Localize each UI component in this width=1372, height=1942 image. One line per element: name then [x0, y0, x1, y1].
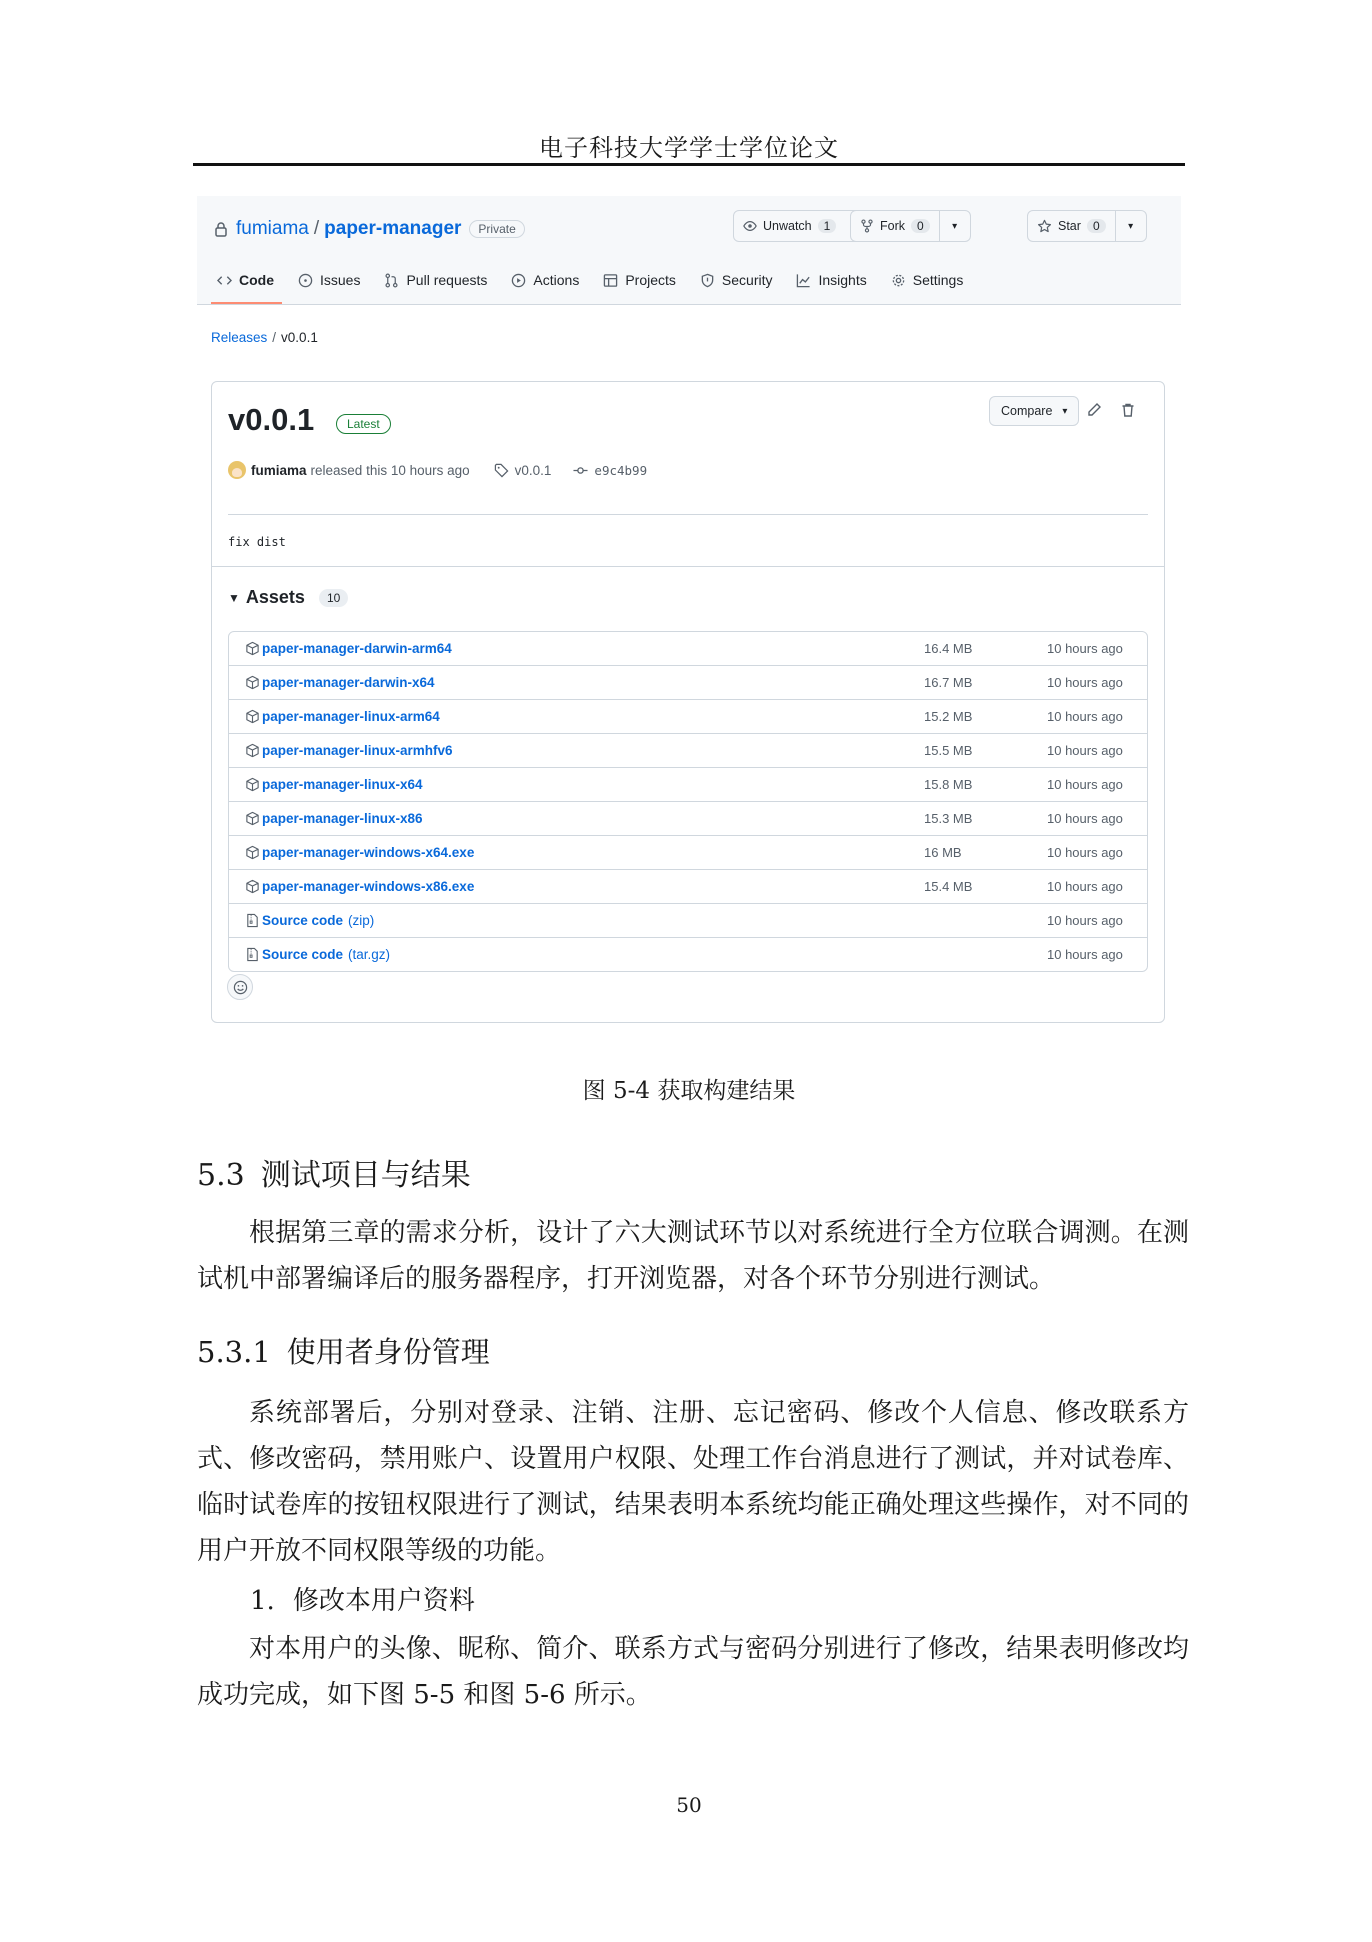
asset-time: 10 hours ago	[1047, 811, 1123, 826]
asset-row[interactable]	[229, 665, 1147, 699]
asset-name-link[interactable]: paper-manager-windows-x86.exe	[262, 879, 475, 894]
asset-row[interactable]	[229, 699, 1147, 733]
breadcrumb-current: v0.0.1	[281, 330, 318, 345]
tag-icon	[494, 463, 509, 478]
chevron-down-icon: ▾	[1062, 405, 1068, 417]
tab-settings-label: Settings	[912, 272, 964, 288]
tab-projects[interactable]	[591, 256, 688, 304]
tab-pull-requests-label: Pull requests	[406, 272, 488, 288]
package-icon	[245, 777, 260, 792]
chevron-down-icon: ▾	[1128, 220, 1134, 232]
asset-size: 15.8 MB	[924, 777, 973, 792]
watch-count: 1	[818, 219, 837, 233]
section-title: 测试项目与结果	[260, 1158, 471, 1193]
pencil-icon[interactable]	[1086, 402, 1102, 418]
tag-link[interactable]	[494, 463, 552, 478]
repo-title	[213, 214, 525, 244]
commit-link[interactable]	[573, 463, 647, 478]
tab-insights-label: Insights	[818, 272, 867, 288]
chevron-down-icon: ▾	[952, 220, 958, 232]
package-icon	[245, 811, 260, 826]
asset-size: 15.2 MB	[924, 709, 973, 724]
subsection-heading	[197, 1330, 490, 1371]
shield-icon	[700, 273, 715, 288]
package-icon	[245, 709, 260, 724]
asset-time: 10 hours ago	[1047, 879, 1123, 894]
asset-row[interactable]	[229, 869, 1147, 903]
smiley-icon	[233, 980, 248, 995]
fork-count: 0	[911, 219, 930, 233]
asset-time: 10 hours ago	[1047, 777, 1123, 792]
asset-size: 15.4 MB	[924, 879, 973, 894]
code-icon	[217, 273, 232, 288]
asset-row[interactable]	[229, 801, 1147, 835]
asset-size: 15.5 MB	[924, 743, 973, 758]
fork-button-group	[850, 210, 971, 242]
lock-icon	[213, 221, 229, 237]
asset-time: 10 hours ago	[1047, 743, 1123, 758]
triangle-down-icon: ▼	[228, 590, 240, 605]
asset-name-link[interactable]: paper-manager-linux-armhfv6	[262, 743, 453, 758]
eye-icon	[743, 219, 757, 233]
asset-name-link[interactable]: Source code	[262, 947, 344, 962]
latest-badge: Latest	[336, 414, 391, 434]
asset-name-link[interactable]: paper-manager-darwin-arm64	[262, 641, 452, 656]
assets-count: 10	[319, 589, 348, 607]
tag-label: v0.0.1	[514, 462, 552, 478]
tab-security[interactable]	[688, 256, 785, 304]
figure-caption: 图 5-4 获取构建结果	[582, 1078, 796, 1104]
compare-button[interactable]	[989, 396, 1079, 426]
tab-issues-label: Issues	[320, 272, 361, 288]
asset-time: 10 hours ago	[1047, 947, 1123, 962]
fork-icon	[860, 219, 874, 233]
asset-suffix: (tar.gz)	[348, 947, 391, 962]
tab-issues[interactable]	[286, 256, 372, 304]
compare-label: Compare	[1001, 404, 1053, 418]
star-dropdown[interactable]	[1115, 211, 1146, 241]
play-icon	[511, 273, 526, 288]
star-button-group	[1027, 210, 1147, 242]
asset-size: 15.3 MB	[924, 811, 973, 826]
tab-settings[interactable]	[879, 256, 976, 304]
repo-separator: /	[313, 218, 320, 239]
page-number: 50	[676, 1793, 702, 1817]
section-heading	[197, 1150, 471, 1194]
repo-header	[197, 196, 1181, 305]
asset-time: 10 hours ago	[1047, 675, 1123, 690]
breadcrumb-releases-link[interactable]: Releases	[211, 330, 268, 345]
divider	[212, 566, 1164, 567]
asset-time: 10 hours ago	[1047, 641, 1123, 656]
asset-name-link[interactable]: paper-manager-windows-x64.exe	[262, 845, 475, 860]
header-rule	[193, 163, 1185, 166]
file-zip-icon	[245, 913, 260, 928]
package-icon	[245, 879, 260, 894]
release-notes: fix dist	[228, 535, 286, 549]
tab-pull-requests[interactable]	[372, 256, 499, 304]
breadcrumb	[211, 330, 318, 345]
table-icon	[603, 273, 618, 288]
tab-security-label: Security	[721, 272, 773, 288]
tab-code-label: Code	[239, 272, 274, 288]
subsection-number: 5.3.1	[197, 1335, 271, 1369]
page-header: 电子科技大学学士学位论文	[539, 134, 839, 162]
release-meta	[228, 458, 647, 482]
star-icon	[1037, 219, 1052, 234]
gear-icon	[891, 273, 906, 288]
asset-row[interactable]	[229, 767, 1147, 801]
unwatch-button-group	[733, 210, 866, 242]
fork-button[interactable]	[851, 211, 939, 241]
tab-projects-label: Projects	[625, 272, 676, 288]
asset-row[interactable]	[229, 937, 1147, 971]
graph-icon	[796, 273, 811, 288]
author-link[interactable]: fumiama	[251, 462, 307, 478]
asset-row[interactable]	[229, 903, 1147, 937]
asset-name-link[interactable]: Source code	[262, 913, 344, 928]
list-item-title: 修改本用户资料	[292, 1586, 475, 1616]
visibility-badge: Private	[469, 220, 524, 238]
assets-toggle[interactable]	[228, 587, 348, 608]
package-icon	[245, 641, 260, 656]
trash-icon[interactable]	[1120, 402, 1136, 418]
asset-row[interactable]	[229, 632, 1147, 665]
release-card	[211, 381, 1165, 1023]
repo-name-link[interactable]: paper-manager	[324, 218, 462, 239]
file-zip-icon	[245, 947, 260, 962]
assets-list	[228, 631, 1148, 972]
fork-label: Fork	[880, 219, 905, 233]
asset-size: 16 MB	[924, 845, 962, 860]
star-button[interactable]	[1028, 211, 1115, 241]
asset-row[interactable]	[229, 835, 1147, 869]
asset-row[interactable]	[229, 733, 1147, 767]
asset-time: 10 hours ago	[1047, 845, 1123, 860]
tab-actions-label: Actions	[533, 272, 580, 288]
list-item-number: 1.	[250, 1586, 275, 1616]
release-title: v0.0.1	[228, 402, 315, 437]
asset-time: 10 hours ago	[1047, 709, 1123, 724]
fork-dropdown[interactable]	[939, 211, 970, 241]
released-text: released this 10 hours ago	[310, 462, 470, 478]
unwatch-label: Unwatch	[763, 219, 812, 233]
body-paragraph: 系统部署后，分别对登录、注销、注册、忘记密码、修改个人信息、修改联系方式、修改密码，禁用账户、设置用户权限、处理工作台消息进行了测试，并对试卷库、临时试卷库的按钮权限进行了测试，结果表明本系统均能正确处理这些操作，对不同的用户开放不同权限等级的功能。	[197, 1398, 1189, 1566]
body-paragraph: 根据第三章的需求分析，设计了六大测试环节以对系统进行全方位联合调测。在测试机中部署编译后的服务器程序，打开浏览器，对各个环节分别进行测试。	[197, 1218, 1189, 1294]
avatar[interactable]	[228, 461, 246, 479]
tab-actions[interactable]	[499, 256, 591, 304]
repo-tabs	[205, 256, 975, 304]
commit-icon	[573, 463, 588, 478]
asset-size: 16.7 MB	[924, 675, 973, 690]
package-icon	[245, 845, 260, 860]
asset-suffix: (zip)	[348, 913, 375, 928]
pull-request-icon	[384, 273, 399, 288]
assets-label: Assets	[245, 587, 305, 607]
package-icon	[245, 675, 260, 690]
divider	[228, 514, 1148, 515]
asset-size: 16.4 MB	[924, 641, 973, 656]
unwatch-button[interactable]	[734, 211, 845, 241]
asset-name-link[interactable]: paper-manager-linux-x64	[262, 777, 423, 792]
repo-owner-link[interactable]: fumiama	[236, 218, 309, 239]
breadcrumb-separator: /	[272, 330, 277, 345]
issue-icon	[298, 273, 313, 288]
section-number: 5.3	[197, 1158, 245, 1193]
release-screenshot	[197, 196, 1181, 1036]
list-item-heading	[250, 1580, 475, 1617]
star-label: Star	[1058, 219, 1081, 233]
tab-insights[interactable]	[784, 256, 878, 304]
commit-hash: e9c4b99	[594, 462, 648, 478]
subsection-title: 使用者身份管理	[286, 1335, 490, 1369]
asset-name-link[interactable]: paper-manager-linux-x86	[262, 811, 423, 826]
star-count: 0	[1087, 219, 1106, 233]
reaction-button[interactable]	[227, 974, 253, 1000]
asset-time: 10 hours ago	[1047, 913, 1123, 928]
tab-code[interactable]	[205, 256, 286, 304]
body-paragraph: 对本用户的头像、昵称、简介、联系方式与密码分别进行了修改，结果表明修改均成功完成，如下图 5-5 和图 5-6 所示。	[197, 1634, 1189, 1710]
asset-name-link[interactable]: paper-manager-darwin-x64	[262, 675, 435, 690]
package-icon	[245, 743, 260, 758]
asset-name-link[interactable]: paper-manager-linux-arm64	[262, 709, 440, 724]
